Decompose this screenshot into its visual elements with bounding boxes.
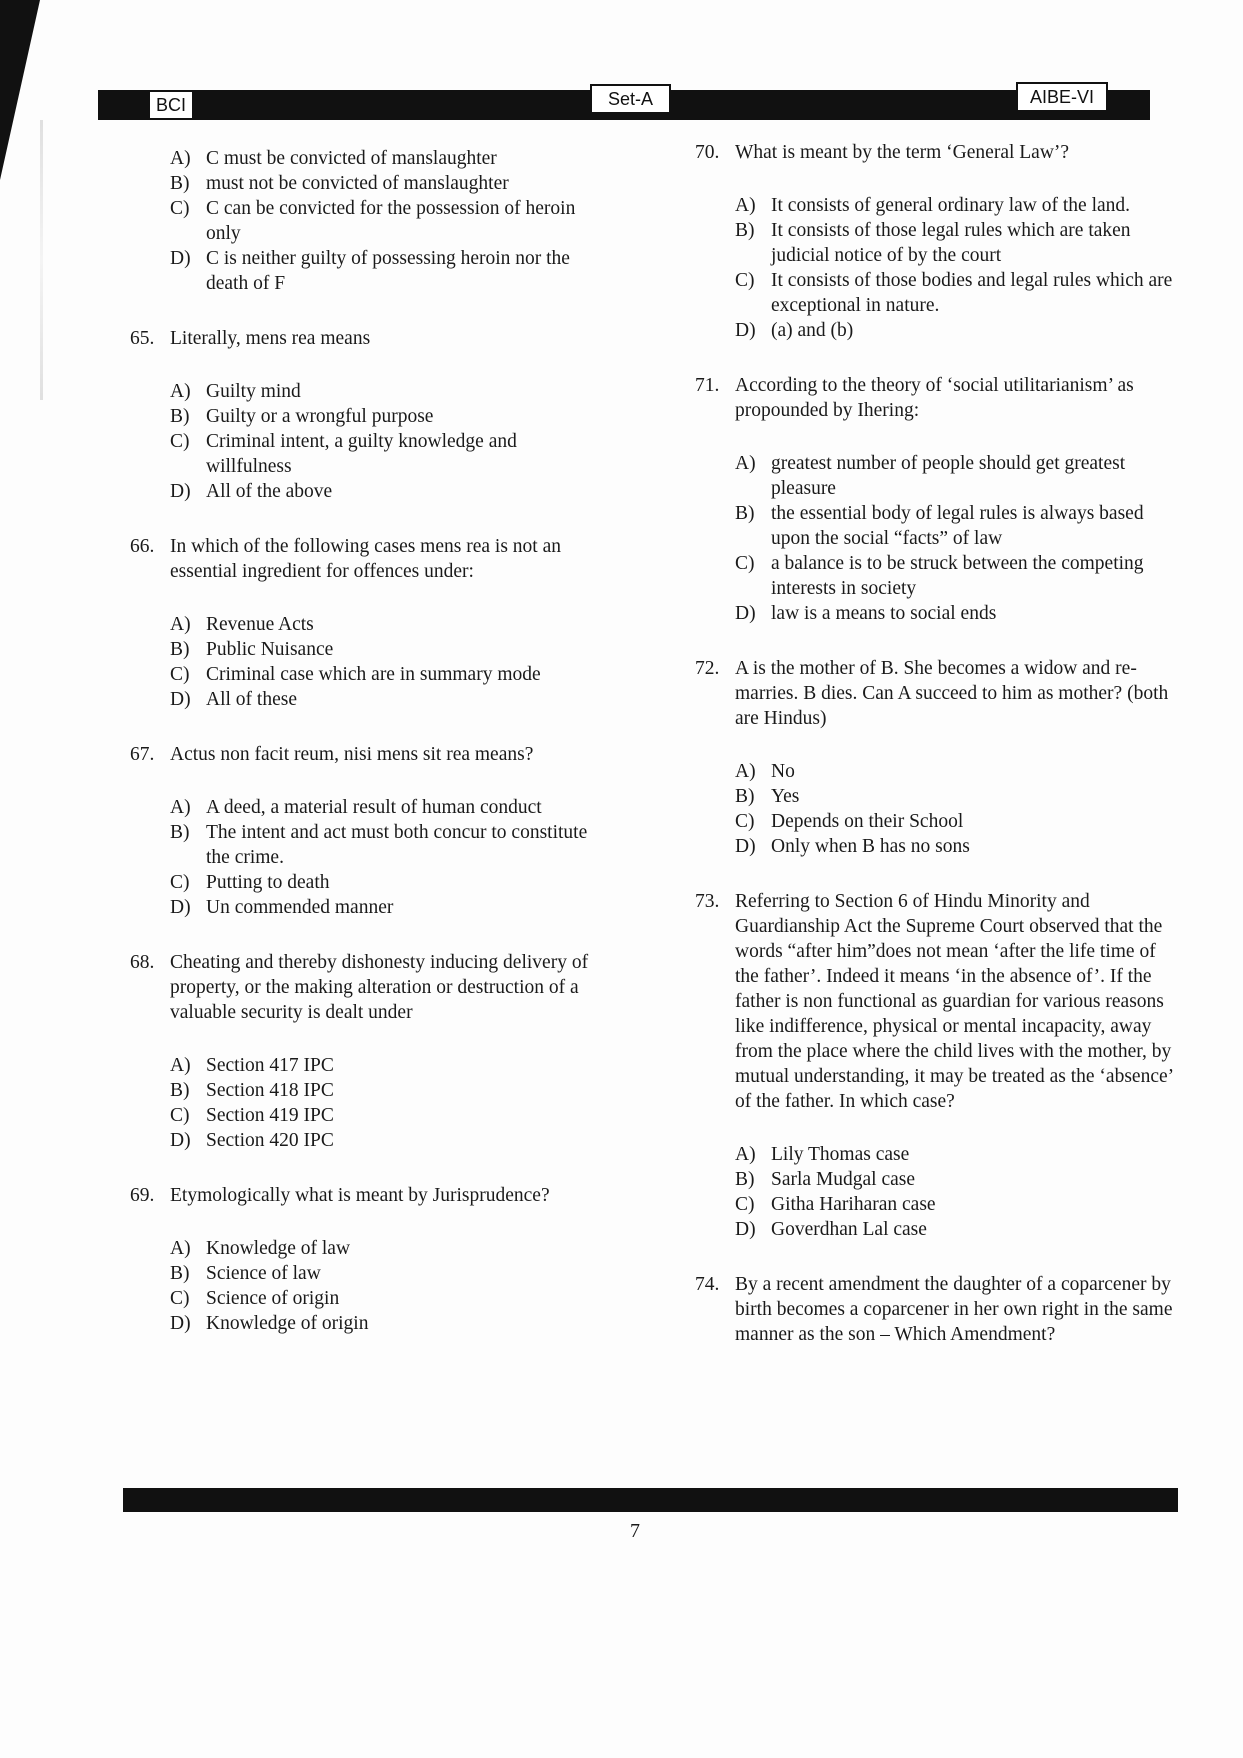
option xyxy=(170,196,600,246)
option xyxy=(170,895,600,920)
question-text: Actus non facit reum, nisi mens sit rea means? xyxy=(170,744,534,765)
option-text: It consists of those bodies and legal rules which are exceptional in nature. xyxy=(771,270,1173,316)
question-text: What is meant by the term ‘General Law’? xyxy=(735,142,1070,163)
option xyxy=(735,551,1175,601)
header-exam-label: AIBE-VI xyxy=(1016,82,1108,112)
option-text: Science of origin xyxy=(206,1288,340,1309)
question-text: Referring to Section 6 of Hindu Minority and Guardianship Act the Supreme Court observed that the words “after him”does not mean ‘after the life time of the father’. Indeed it means ‘in the absence of’. If the father is non functional as guardian for various reasons like indifference, physical or mental incapacity, away from the place where the child lives with the mother, by mutual understanding, it may be treated as the ‘absence’ of the father. In which case? xyxy=(735,891,1173,1112)
option xyxy=(735,784,1175,809)
option-text: Knowledge of law xyxy=(206,1238,351,1259)
option-text: Criminal case which are in summary mode xyxy=(206,664,541,685)
option xyxy=(170,612,600,637)
option-text: A deed, a material result of human conduct xyxy=(206,797,542,818)
question-number: 72. xyxy=(695,658,720,679)
option xyxy=(170,1311,600,1336)
question-number: 71. xyxy=(695,375,720,396)
option-text: C must be convicted of manslaughter xyxy=(206,148,497,169)
question-text: Literally, mens rea means xyxy=(170,328,371,349)
option xyxy=(735,1192,1175,1217)
option xyxy=(735,759,1175,784)
question-number: 70. xyxy=(695,142,720,163)
header-bci-label: BCI xyxy=(148,90,194,120)
option-text: Lily Thomas case xyxy=(771,1144,910,1165)
option xyxy=(170,662,600,687)
option xyxy=(170,146,600,171)
option-label: D) xyxy=(735,603,756,624)
question-number: 65. xyxy=(130,328,155,349)
option-label: A) xyxy=(735,453,756,474)
option-text: Section 420 IPC xyxy=(206,1130,334,1151)
option-text: Only when B has no sons xyxy=(771,836,970,857)
option-label: D) xyxy=(170,897,191,918)
option-label: A) xyxy=(735,761,756,782)
option-label: D) xyxy=(170,481,191,502)
option-text: It consists of those legal rules which are taken judicial notice of by the court xyxy=(771,220,1131,266)
option-label: A) xyxy=(170,797,191,818)
option xyxy=(735,451,1175,501)
question-66-options xyxy=(170,612,600,712)
option-label: D) xyxy=(170,1313,191,1334)
option xyxy=(735,218,1175,268)
option-text: Knowledge of origin xyxy=(206,1313,369,1334)
option-text: Githa Hariharan case xyxy=(771,1194,936,1215)
option-text: must not be convicted of manslaughter xyxy=(206,173,509,194)
option xyxy=(170,1103,600,1128)
option-text: Putting to death xyxy=(206,872,330,893)
option xyxy=(735,1167,1175,1192)
question-number: 69. xyxy=(130,1185,155,1206)
option-text: greatest number of people should get greatest pleasure xyxy=(771,453,1126,499)
option-text: C is neither guilty of possessing heroin nor the death of F xyxy=(206,248,570,294)
option-label: D) xyxy=(170,1130,191,1151)
option xyxy=(170,637,600,662)
option-label: B) xyxy=(170,1080,190,1101)
option-text: Public Nuisance xyxy=(206,639,334,660)
question-72 xyxy=(695,656,1175,731)
question-text: In which of the following cases mens rea is not an essential ingredient for offences under: xyxy=(170,536,561,582)
option-label: D) xyxy=(735,1219,756,1240)
option-text: the essential body of legal rules is always based upon the social “facts” of law xyxy=(771,503,1144,549)
option xyxy=(170,379,600,404)
question-74 xyxy=(695,1272,1175,1347)
option-label: C) xyxy=(735,553,755,574)
option-text: C can be convicted for the possession of heroin only xyxy=(206,198,576,244)
right-column xyxy=(695,140,1175,1375)
question-text: A is the mother of B. She becomes a widow and re- marries. B dies. Can A succeed to him as mother? (both are Hindus) xyxy=(735,658,1169,729)
question-71-options xyxy=(735,451,1175,626)
option xyxy=(735,318,1175,343)
option-label: C) xyxy=(735,811,755,832)
option xyxy=(170,429,600,479)
option xyxy=(170,1053,600,1078)
header-set-label: Set-A xyxy=(590,84,671,114)
option-label: D) xyxy=(170,689,191,710)
option xyxy=(170,820,600,870)
question-text: By a recent amendment the daughter of a coparcener by birth becomes a coparcener in her own right in the same manner as the son – Which Amendment? xyxy=(735,1274,1173,1345)
option-label: C) xyxy=(170,664,190,685)
option xyxy=(170,870,600,895)
question-70 xyxy=(695,140,1175,165)
option-label: A) xyxy=(170,1238,191,1259)
question-text: Etymologically what is meant by Jurisprudence? xyxy=(170,1185,550,1206)
option-text: Guilty mind xyxy=(206,381,301,402)
question-72-options xyxy=(735,759,1175,859)
page-number: 7 xyxy=(630,1520,640,1542)
option-label: B) xyxy=(170,822,190,843)
option-label: A) xyxy=(735,1144,756,1165)
option xyxy=(735,268,1175,318)
option xyxy=(170,171,600,196)
scan-edge-artifact xyxy=(40,120,43,400)
option-text: Section 417 IPC xyxy=(206,1055,334,1076)
option-text: Depends on their School xyxy=(771,811,964,832)
question-66 xyxy=(130,534,600,584)
option-label: C) xyxy=(735,1194,755,1215)
option-label: C) xyxy=(735,270,755,291)
option-text: Criminal intent, a guilty knowledge and willfulness xyxy=(206,431,517,477)
scan-corner-shadow xyxy=(0,0,40,180)
option-label: D) xyxy=(170,248,191,269)
option xyxy=(170,687,600,712)
option-label: C) xyxy=(170,198,190,219)
option xyxy=(170,404,600,429)
question-number: 68. xyxy=(130,952,155,973)
option xyxy=(735,1217,1175,1242)
question-number: 73. xyxy=(695,891,720,912)
carry-over-options xyxy=(170,146,600,296)
option-label: B) xyxy=(735,786,755,807)
question-68-options xyxy=(170,1053,600,1153)
footer-bar xyxy=(123,1488,1178,1512)
option-label: A) xyxy=(735,195,756,216)
option-text: Science of law xyxy=(206,1263,321,1284)
question-71 xyxy=(695,373,1175,423)
option xyxy=(735,809,1175,834)
option-label: C) xyxy=(170,872,190,893)
option-text: Revenue Acts xyxy=(206,614,314,635)
question-65-options xyxy=(170,379,600,504)
option-label: A) xyxy=(170,1055,191,1076)
option xyxy=(735,501,1175,551)
option xyxy=(170,1236,600,1261)
option-label: D) xyxy=(735,836,756,857)
question-text: Cheating and thereby dishonesty inducing delivery of property, or the making alteration or destruction of a valuable security is dealt under xyxy=(170,952,589,1023)
option-text: All of the above xyxy=(206,481,333,502)
option-text: Goverdhan Lal case xyxy=(771,1219,927,1240)
option-text: Guilty or a wrongful purpose xyxy=(206,406,434,427)
question-67 xyxy=(130,742,600,767)
option-text: (a) and (b) xyxy=(771,320,854,341)
question-73 xyxy=(695,889,1175,1114)
option-text: a balance is to be struck between the competing interests in society xyxy=(771,553,1144,599)
question-69 xyxy=(130,1183,600,1208)
option xyxy=(735,193,1175,218)
question-number: 66. xyxy=(130,536,155,557)
option xyxy=(170,246,600,296)
option-label: B) xyxy=(170,1263,190,1284)
option xyxy=(170,1128,600,1153)
option-label: A) xyxy=(170,381,191,402)
option-label: C) xyxy=(170,1105,190,1126)
question-69-options xyxy=(170,1236,600,1336)
question-68 xyxy=(130,950,600,1025)
option-label: B) xyxy=(735,220,755,241)
option-label: B) xyxy=(735,503,755,524)
question-65 xyxy=(130,326,600,351)
option-text: law is a means to social ends xyxy=(771,603,997,624)
option xyxy=(735,1142,1175,1167)
option-label: A) xyxy=(170,148,191,169)
option xyxy=(735,601,1175,626)
option xyxy=(170,795,600,820)
left-column xyxy=(130,146,600,1336)
question-text: According to the theory of ‘social utilitarianism’ as propounded by Ihering: xyxy=(735,375,1134,421)
option-text: Un commended manner xyxy=(206,897,394,918)
option-label: C) xyxy=(170,1288,190,1309)
option-label: B) xyxy=(170,639,190,660)
option-text: It consists of general ordinary law of the land. xyxy=(771,195,1131,216)
question-67-options xyxy=(170,795,600,920)
option xyxy=(170,1261,600,1286)
question-73-options xyxy=(735,1142,1175,1242)
option xyxy=(170,1286,600,1311)
question-number: 74. xyxy=(695,1274,720,1295)
option-text: The intent and act must both concur to constitute the crime. xyxy=(206,822,588,868)
option-label: B) xyxy=(735,1169,755,1190)
option-text: Section 419 IPC xyxy=(206,1105,334,1126)
question-number: 67. xyxy=(130,744,155,765)
question-70-options xyxy=(735,193,1175,343)
option xyxy=(170,1078,600,1103)
option xyxy=(170,479,600,504)
option-label: B) xyxy=(170,173,190,194)
option-label: B) xyxy=(170,406,190,427)
option-text: Section 418 IPC xyxy=(206,1080,334,1101)
option-label: D) xyxy=(735,320,756,341)
option-text: No xyxy=(771,761,795,782)
option-label: C) xyxy=(170,431,190,452)
option-text: Sarla Mudgal case xyxy=(771,1169,916,1190)
option-text: Yes xyxy=(771,786,800,807)
option-text: All of these xyxy=(206,689,297,710)
option xyxy=(735,834,1175,859)
option-label: A) xyxy=(170,614,191,635)
